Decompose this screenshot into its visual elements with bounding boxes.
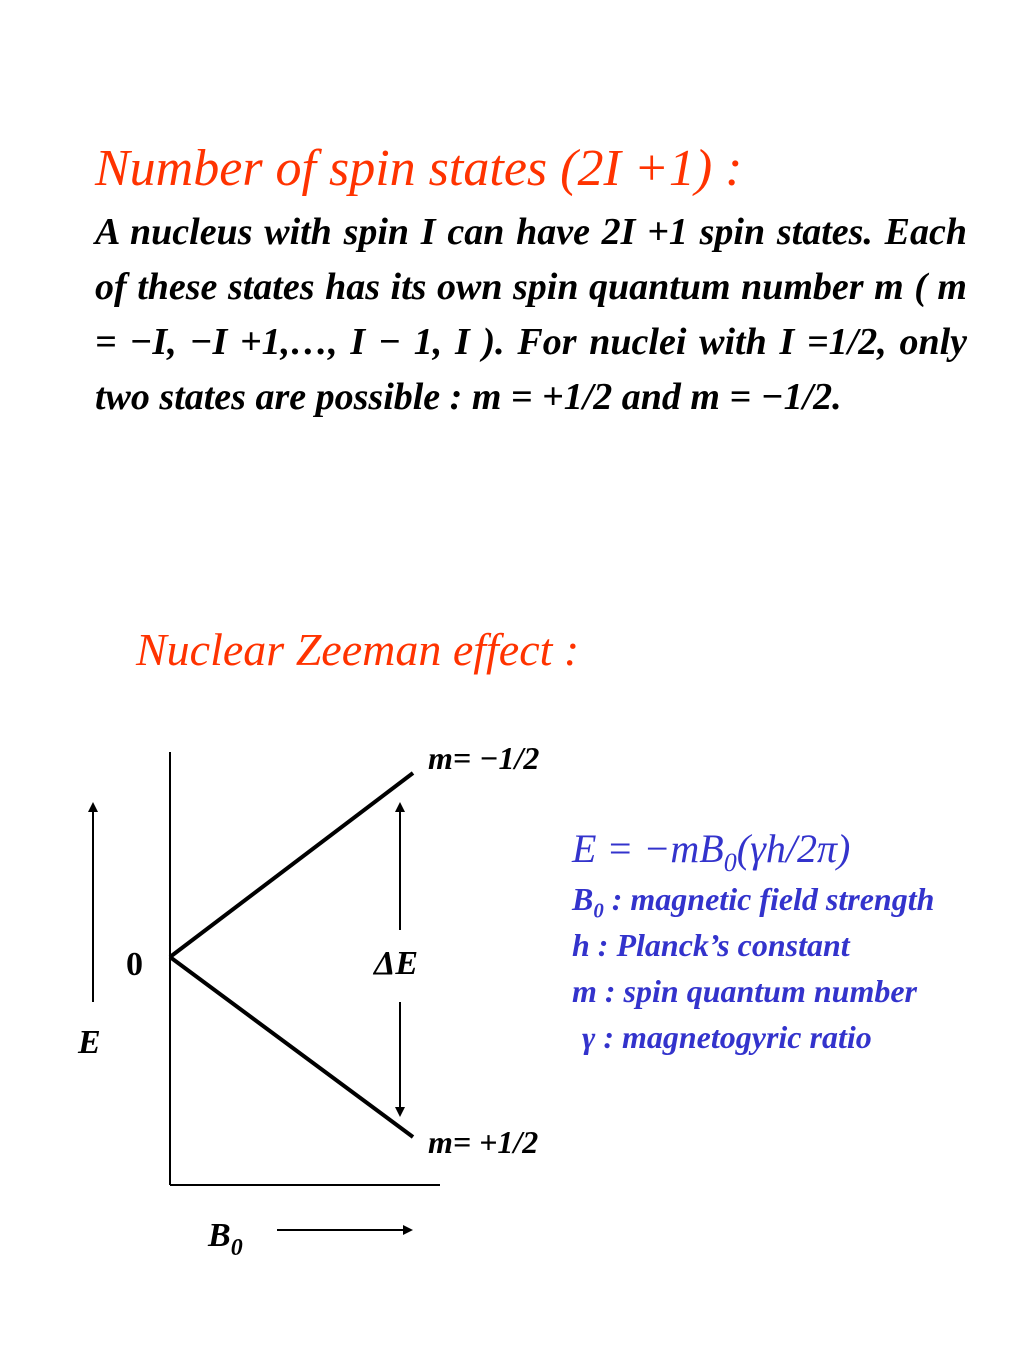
zeeman-effect-title: Nuclear Zeeman effect : xyxy=(136,624,580,675)
upper-level-line xyxy=(170,773,413,957)
spin-states-paragraph: A nucleus with spin I can have 2I +1 spin states. Each of these states has its own spin quantum number m ( m = −I, −I +1,…, I − 1, I ). For nuclei with I =1/2, only two states are possible : m = +1/2 and m = −1/2. xyxy=(95,211,967,418)
spin-states-title: Number of spin states (2I +1) : xyxy=(95,140,743,197)
b0-definition: $B_0$ : magnetic field strength xyxy=(572,881,935,923)
formula-legend xyxy=(572,822,1012,1060)
lower-level-line xyxy=(170,957,413,1137)
gamma-definition: γ : magnetogyric ratio xyxy=(582,1019,872,1055)
m-definition: m : spin quantum number xyxy=(572,973,917,1009)
energy-formula: $E = -mB_0(\gamma h/2\pi)$ xyxy=(572,826,851,878)
field-axis-label: $B_0$ xyxy=(208,1217,243,1261)
delta-e-label: ΔE xyxy=(374,945,418,982)
field-axis-subscript: 0 xyxy=(230,1235,243,1261)
lower-level-label: m= +1/2 xyxy=(428,1124,539,1160)
h-definition: h : Planck’s constant xyxy=(572,927,850,963)
origin-label: 0 xyxy=(126,946,143,983)
energy-axis-label: E xyxy=(78,1024,101,1061)
upper-level-label: m= −1/2 xyxy=(428,740,540,776)
